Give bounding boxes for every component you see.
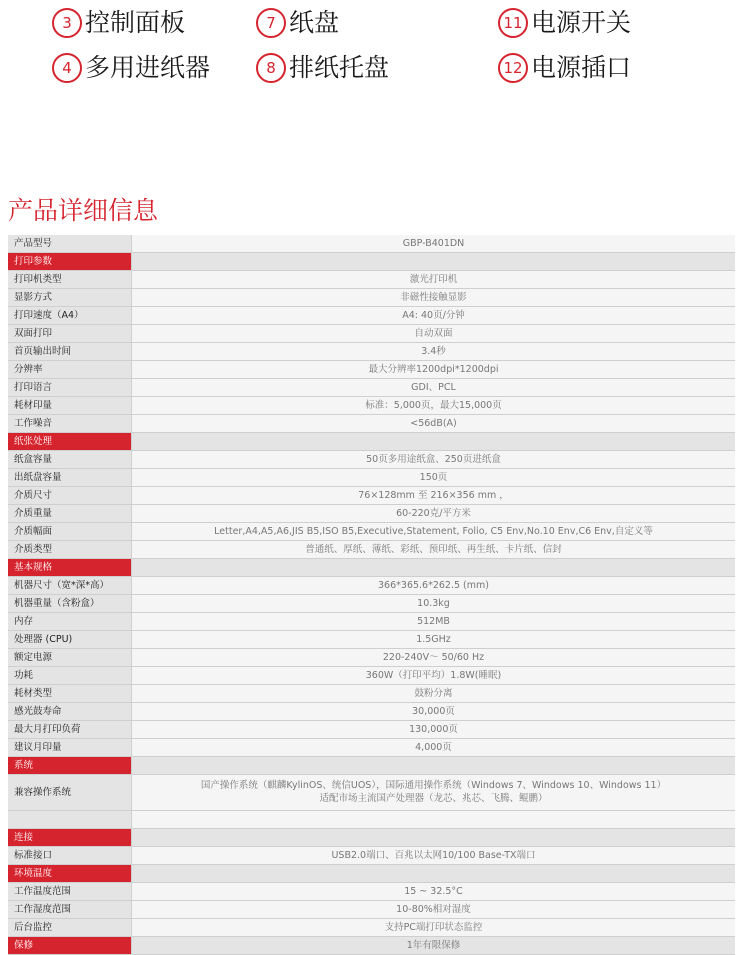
spec-row	[8, 541, 735, 559]
spec-value: 10.3kg	[132, 595, 735, 612]
spec-row	[8, 649, 735, 667]
spec-value: 支持PC端打印状态监控	[132, 919, 735, 936]
spec-value: 512MB	[132, 613, 735, 630]
spec-table	[8, 235, 735, 955]
spec-key: 兼容操作系统	[8, 775, 132, 810]
spec-value	[132, 865, 735, 882]
spec-value	[132, 253, 735, 270]
spec-key: 打印速度（A4）	[8, 307, 132, 324]
spec-row	[8, 613, 735, 631]
spec-section-header	[8, 829, 735, 847]
spec-key: 感光鼓寿命	[8, 703, 132, 720]
spec-row	[8, 379, 735, 397]
legend-item	[498, 8, 631, 38]
spec-row	[8, 883, 735, 901]
spec-section-header	[8, 253, 735, 271]
spec-row	[8, 775, 735, 811]
spec-row	[8, 415, 735, 433]
spec-value	[132, 811, 735, 828]
spec-row	[8, 487, 735, 505]
spec-value-line: 国产操作系统（麒麟KylinOS、统信UOS），国际通用操作系统（Windows 7、Windows 10、Windows 11）	[200, 780, 667, 791]
spec-section-header	[8, 559, 735, 577]
spec-row	[8, 595, 735, 613]
spec-row	[8, 739, 735, 757]
spec-key: 产品型号	[8, 235, 132, 252]
spec-key: 双面打印	[8, 325, 132, 342]
spec-row	[8, 235, 735, 253]
legend-item	[256, 8, 339, 38]
spec-key: 纸盒容量	[8, 451, 132, 468]
spec-key: 内存	[8, 613, 132, 630]
spec-key: 最大月打印负荷	[8, 721, 132, 738]
spec-section-header	[8, 757, 735, 775]
spec-key: 纸张处理	[8, 433, 132, 450]
spec-key: 环境温度	[8, 865, 132, 882]
spec-value	[132, 559, 735, 576]
legend-label: 电源开关	[531, 8, 632, 37]
spec-key: 额定电源	[8, 649, 132, 666]
spec-value: 激光打印机	[132, 271, 735, 288]
spec-value: 30,000页	[132, 703, 735, 720]
spec-value: 360W（打印平均）1.8W(睡眠)	[132, 667, 735, 684]
spec-row	[8, 631, 735, 649]
spec-key: 显影方式	[8, 289, 132, 306]
spec-key: 耗材印量	[8, 397, 132, 414]
spec-key: 出纸盘容量	[8, 469, 132, 486]
spec-key: 建议月印量	[8, 739, 132, 756]
spec-row	[8, 667, 735, 685]
spec-row	[8, 289, 735, 307]
spec-key: 功耗	[8, 667, 132, 684]
spec-row	[8, 685, 735, 703]
legend-label: 电源插口	[531, 53, 632, 82]
spec-value: Letter,A4,A5,A6,JIS B5,ISO B5,Executive,Statement, Folio, C5 Env,No.10 Env,C6 Env,自定义等	[132, 523, 735, 540]
spec-value: 鼓粉分离	[132, 685, 735, 702]
circled-number-badge: 7	[256, 8, 286, 38]
spec-row	[8, 577, 735, 595]
circled-number-badge: 11	[498, 8, 528, 38]
spec-row	[8, 901, 735, 919]
spec-value	[132, 433, 735, 450]
spec-value-line: 适配市场主流国产处理器（龙芯、兆芯、飞腾、鲲鹏）	[319, 793, 548, 804]
spec-row	[8, 703, 735, 721]
spec-spacer-row	[8, 811, 735, 829]
spec-row	[8, 919, 735, 937]
circled-number-badge: 3	[52, 8, 82, 38]
spec-row	[8, 451, 735, 469]
spec-value: 76×128mm 至 216×356 mm ，	[132, 487, 735, 504]
spec-section-header	[8, 937, 735, 955]
legend-label: 排纸托盘	[289, 53, 390, 82]
legend-item	[256, 53, 389, 83]
spec-key: 介质幅面	[8, 523, 132, 540]
spec-value: 普通纸、厚纸、薄纸、彩纸、预印纸、再生纸、卡片纸、信封	[132, 541, 735, 558]
spec-value: 标准：5,000页，最大15,000页	[132, 397, 735, 414]
spec-value: 15 ~ 32.5°C	[132, 883, 735, 900]
spec-row	[8, 271, 735, 289]
spec-value: 自动双面	[132, 325, 735, 342]
spec-key: 工作温度范围	[8, 883, 132, 900]
spec-key: 耗材类型	[8, 685, 132, 702]
spec-key: 机器尺寸（宽*深*高）	[8, 577, 132, 594]
spec-value: 130,000页	[132, 721, 735, 738]
spec-key: 工作噪音	[8, 415, 132, 432]
spec-key: 打印参数	[8, 253, 132, 270]
spec-row	[8, 343, 735, 361]
spec-row	[8, 361, 735, 379]
spec-value: GBP-B401DN	[132, 235, 735, 252]
legend-item	[498, 53, 631, 83]
spec-value: 366*365.6*262.5 (mm)	[132, 577, 735, 594]
spec-section-header	[8, 865, 735, 883]
spec-value: 1.5GHz	[132, 631, 735, 648]
spec-value: 4,000页	[132, 739, 735, 756]
spec-value: 3.4秒	[132, 343, 735, 360]
spec-value: <56dB(A)	[132, 415, 735, 432]
component-legend	[0, 0, 750, 110]
spec-value	[132, 757, 735, 774]
spec-key: 标准接口	[8, 847, 132, 864]
spec-row	[8, 325, 735, 343]
spec-key: 介质重量	[8, 505, 132, 522]
spec-key: 机器重量（含粉盒）	[8, 595, 132, 612]
legend-item	[52, 8, 185, 38]
spec-value	[132, 775, 735, 810]
spec-row	[8, 469, 735, 487]
spec-key: 连接	[8, 829, 132, 846]
spec-key: 后台监控	[8, 919, 132, 936]
circled-number-badge: 12	[498, 53, 528, 83]
spec-section-header	[8, 433, 735, 451]
circled-number-badge: 8	[256, 53, 286, 83]
spec-row	[8, 523, 735, 541]
spec-key: 打印机类型	[8, 271, 132, 288]
spec-value: 1年有限保修	[132, 937, 735, 954]
spec-value: 150页	[132, 469, 735, 486]
spec-value: 10-80%相对湿度	[132, 901, 735, 918]
spec-value: 60-220克/平方米	[132, 505, 735, 522]
spec-value: GDI、PCL	[132, 379, 735, 396]
spec-row	[8, 847, 735, 865]
spec-key: 保修	[8, 937, 132, 954]
legend-item	[52, 53, 210, 83]
legend-label: 控制面板	[85, 8, 186, 37]
spec-key: 分辨率	[8, 361, 132, 378]
spec-value: USB2.0端口、百兆以太网10/100 Base-TX端口	[132, 847, 735, 864]
spec-value: 220-240V～ 50/60 Hz	[132, 649, 735, 666]
spec-row	[8, 397, 735, 415]
spec-row	[8, 307, 735, 325]
spec-row	[8, 721, 735, 739]
spec-value: 非磁性接触显影	[132, 289, 735, 306]
spec-key: 工作湿度范围	[8, 901, 132, 918]
spec-key: 介质类型	[8, 541, 132, 558]
section-title: 产品详细信息	[8, 196, 159, 225]
spec-key: 首页输出时间	[8, 343, 132, 360]
legend-label: 多用进纸器	[85, 53, 211, 82]
spec-value	[132, 829, 735, 846]
spec-key: 处理器 (CPU)	[8, 631, 132, 648]
spec-key: 介质尺寸	[8, 487, 132, 504]
spec-key: 系统	[8, 757, 132, 774]
circled-number-badge: 4	[52, 53, 82, 83]
legend-label: 纸盘	[289, 8, 340, 37]
spec-key: 打印语言	[8, 379, 132, 396]
spec-value: 最大分辨率1200dpi*1200dpi	[132, 361, 735, 378]
spec-value: A4: 40页/分钟	[132, 307, 735, 324]
spec-value: 50页多用途纸盒、250页进纸盒	[132, 451, 735, 468]
spec-key	[8, 811, 132, 828]
spec-key: 基本规格	[8, 559, 132, 576]
spec-row	[8, 505, 735, 523]
